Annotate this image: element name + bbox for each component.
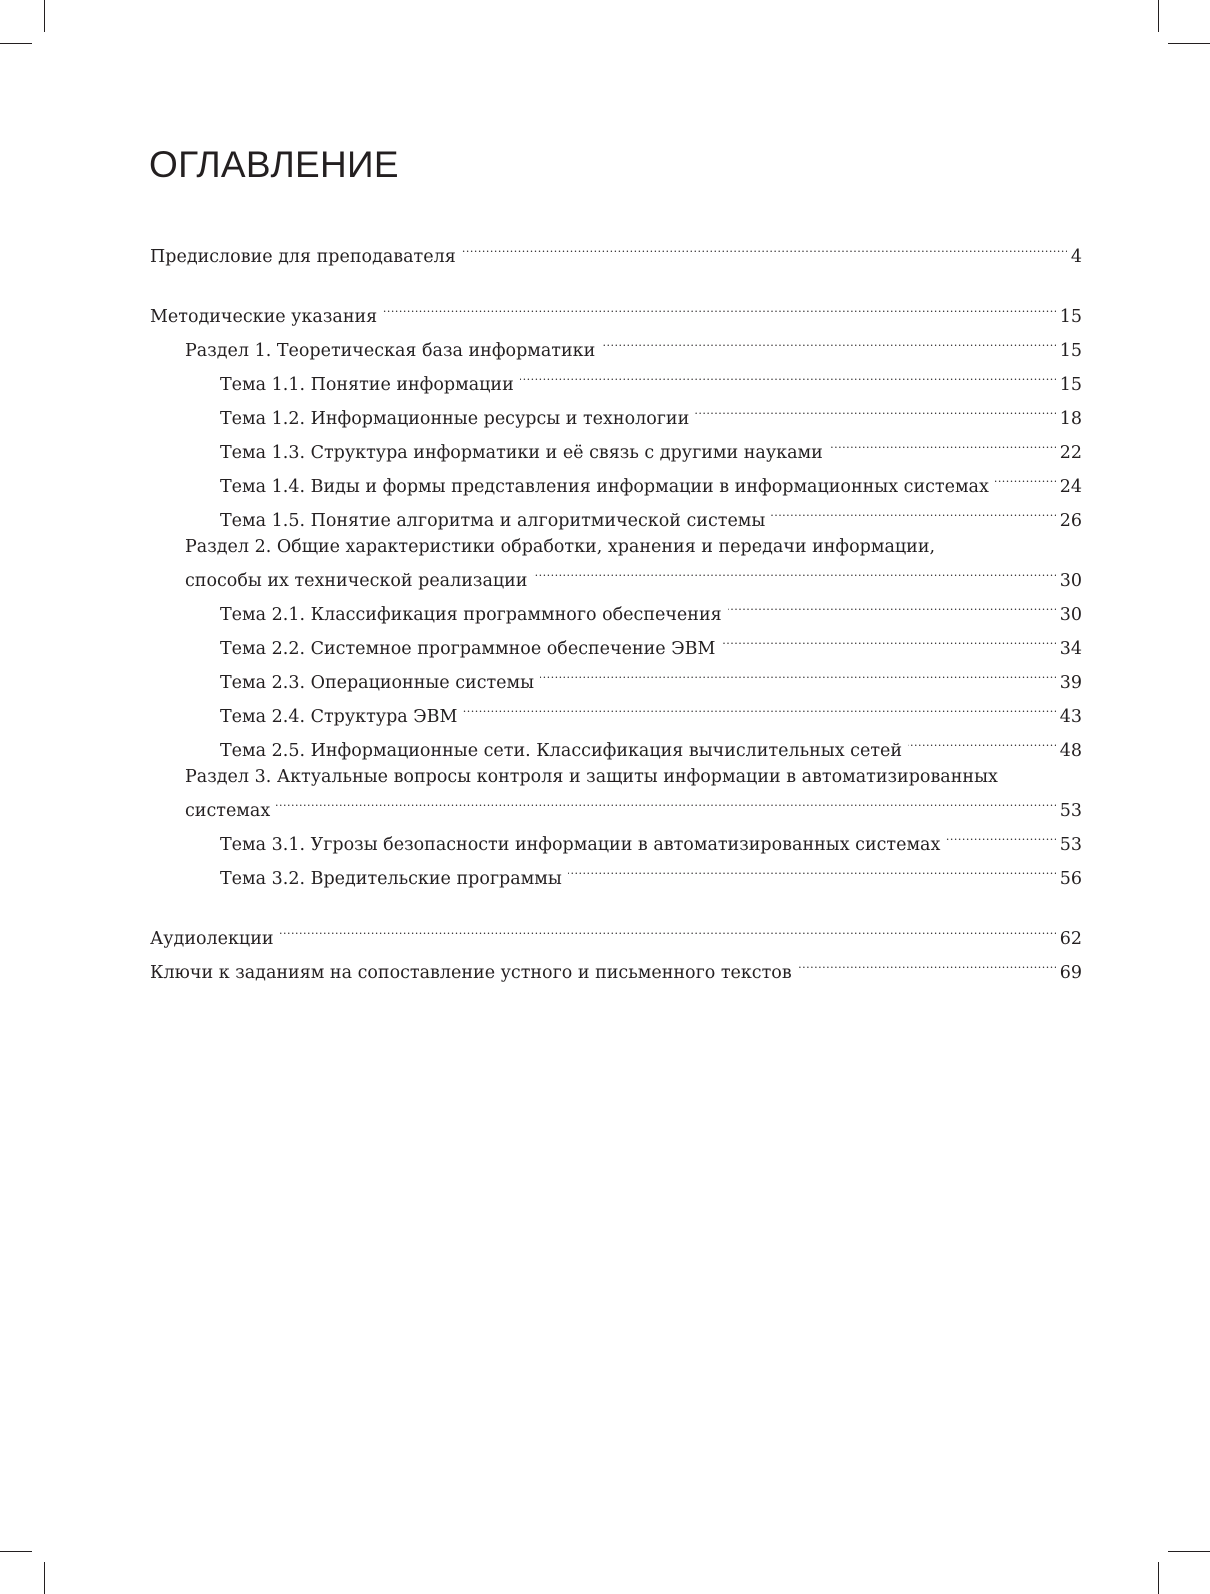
toc-entry-link[interactable]	[220, 594, 1082, 628]
toc-entry-page-number: 48	[1059, 741, 1082, 761]
toc-entry-topic-3-1	[150, 824, 1082, 858]
toc-entry-link[interactable]	[220, 500, 1082, 534]
toc-entry-link[interactable]	[220, 696, 1082, 730]
toc-entry-label: Тема 1.3. Структура информатики и её связь с другими науками	[220, 443, 823, 463]
crop-mark-bottom-right-vertical	[1158, 1562, 1159, 1594]
toc-entry-page-number: 53	[1059, 835, 1082, 855]
toc-entry-label: Тема 2.3. Операционные системы	[220, 673, 535, 693]
toc-entry-guidelines	[150, 296, 1082, 330]
toc-entry-page-number: 15	[1059, 307, 1082, 327]
toc-entry-label: Тема 2.2. Системное программное обеспечение ЭВМ	[220, 639, 716, 659]
toc-entry-page-number: 30	[1059, 571, 1082, 591]
crop-mark-top-right-vertical	[1158, 0, 1159, 32]
toc-entry-page-number: 4	[1070, 247, 1082, 267]
toc-entry-link[interactable]	[220, 662, 1082, 696]
dot-leader	[728, 594, 1056, 620]
dot-leader	[276, 790, 1056, 816]
toc-entry-link[interactable]	[220, 398, 1082, 432]
dot-leader	[520, 364, 1056, 390]
toc-entry-topic-2-1	[150, 594, 1082, 628]
toc-entry-topic-1-1	[150, 364, 1082, 398]
toc-entry-page-number: 43	[1059, 707, 1082, 727]
toc-entry-link[interactable]	[220, 466, 1082, 500]
dot-leader	[463, 696, 1055, 722]
toc-entry-topic-2-2	[150, 628, 1082, 662]
toc-entry-page-number: 15	[1059, 375, 1082, 395]
toc-entry-topic-2-4	[150, 696, 1082, 730]
crop-mark-bottom-left-vertical	[44, 1562, 45, 1594]
dot-leader	[829, 432, 1056, 458]
crop-mark-bottom-right-horizontal	[1168, 1551, 1210, 1552]
toc-entry-link[interactable]	[150, 952, 1082, 986]
dot-leader	[908, 730, 1056, 756]
toc-entry-page-number: 62	[1059, 929, 1082, 949]
crop-mark-top-right-horizontal	[1168, 43, 1210, 44]
dot-leader	[771, 500, 1055, 526]
toc-entry-topic-2-3	[150, 662, 1082, 696]
toc-entry-link[interactable]	[150, 918, 1082, 952]
toc-entry-link[interactable]	[220, 730, 1082, 764]
toc-entry-link[interactable]	[220, 858, 1082, 892]
toc-entry-label: Предисловие для преподавателя	[150, 247, 456, 267]
toc-entry-page-number: 30	[1059, 605, 1082, 625]
toc-entry-page-number: 34	[1059, 639, 1082, 659]
toc-entry-topic-3-2	[150, 858, 1082, 892]
toc-entry-page-number: 69	[1059, 963, 1082, 983]
dot-leader	[533, 560, 1055, 586]
toc-entry-page-number: 56	[1059, 869, 1082, 889]
toc-entry-preface	[150, 236, 1082, 270]
toc-entry-topic-1-3	[150, 432, 1082, 466]
dot-leader	[383, 296, 1056, 322]
dot-leader	[462, 236, 1067, 262]
dot-leader	[540, 662, 1056, 688]
toc-entry-page-number: 22	[1059, 443, 1082, 463]
toc-entry-label: Тема 3.2. Вредительские программы	[220, 869, 562, 889]
toc-entry-page-number: 53	[1059, 801, 1082, 821]
toc-entry-label: Тема 2.5. Информационные сети. Классификация вычислительных сетей	[220, 741, 903, 761]
dot-leader	[798, 952, 1056, 978]
toc-entry-link[interactable]	[220, 824, 1082, 858]
toc-entry-link[interactable]	[185, 790, 1082, 824]
toc-entry-answer-keys	[150, 952, 1082, 986]
dot-leader	[721, 628, 1055, 654]
toc-entry-link[interactable]	[220, 364, 1082, 398]
toc-entry-page-number: 39	[1059, 673, 1082, 693]
toc-entry-audio-lectures	[150, 918, 1082, 952]
toc-entry-page-number: 24	[1059, 477, 1082, 497]
toc-entry-link[interactable]	[150, 236, 1082, 270]
dot-leader	[568, 858, 1056, 884]
dot-leader	[946, 824, 1055, 850]
toc-entry-label: Методические указания	[150, 307, 378, 327]
toc-entry-page-number: 26	[1059, 511, 1082, 531]
toc-entry-link[interactable]	[220, 432, 1082, 466]
toc-entry-section-3	[150, 764, 1082, 824]
toc-entry-label: Аудиолекции	[150, 929, 274, 949]
table-of-contents	[150, 236, 1082, 986]
toc-entry-link[interactable]	[185, 560, 1082, 594]
toc-entry-link[interactable]	[220, 628, 1082, 662]
toc-entry-link[interactable]	[185, 330, 1082, 364]
toc-entry-page-number: 15	[1059, 341, 1082, 361]
dot-leader	[280, 918, 1056, 944]
page-title: ОГЛАВЛЕНИЕ	[149, 144, 399, 185]
crop-mark-bottom-left-horizontal	[0, 1551, 32, 1552]
toc-entry-label: Тема 1.1. Понятие информации	[220, 375, 514, 395]
dot-leader	[601, 330, 1055, 356]
toc-entry-topic-1-4	[150, 466, 1082, 500]
toc-entry-label: Раздел 1. Теоретическая база информатики	[185, 341, 596, 361]
toc-entry-label-line-2: системах	[185, 801, 271, 821]
toc-entry-label: Тема 1.2. Информационные ресурсы и технологии	[220, 409, 690, 429]
toc-entry-label-line-2: способы их технической реализации	[185, 571, 528, 591]
toc-entry-page-number: 18	[1059, 409, 1082, 429]
toc-entry-label-line-1[interactable]: Раздел 2. Общие характеристики обработки, хранения и передачи информации,	[185, 537, 936, 557]
toc-entry-label: Тема 1.4. Виды и формы представления информации в информационных системах	[220, 477, 989, 497]
toc-entry-label: Тема 1.5. Понятие алгоритма и алгоритмической системы	[220, 511, 766, 531]
toc-entry-section-1	[150, 330, 1082, 364]
toc-entry-topic-2-5	[150, 730, 1082, 764]
dot-leader	[695, 398, 1055, 424]
crop-mark-top-left-horizontal	[0, 43, 32, 44]
toc-entry-label: Тема 3.1. Угрозы безопасности информации в автоматизированных системах	[220, 835, 941, 855]
toc-entry-topic-1-2	[150, 398, 1082, 432]
toc-entry-link[interactable]	[150, 296, 1082, 330]
toc-entry-section-2	[150, 534, 1082, 594]
toc-entry-label-line-1[interactable]: Раздел 3. Актуальные вопросы контроля и защиты информации в автоматизированных	[185, 767, 998, 787]
toc-entry-label: Тема 2.1. Классификация программного обеспечения	[220, 605, 722, 625]
toc-entry-label: Тема 2.4. Структура ЭВМ	[220, 707, 458, 727]
toc-entry-label: Ключи к заданиям на сопоставление устного и письменного текстов	[150, 963, 792, 983]
crop-mark-top-left-vertical	[44, 0, 45, 32]
dot-leader	[995, 466, 1056, 492]
toc-entry-topic-1-5	[150, 500, 1082, 534]
